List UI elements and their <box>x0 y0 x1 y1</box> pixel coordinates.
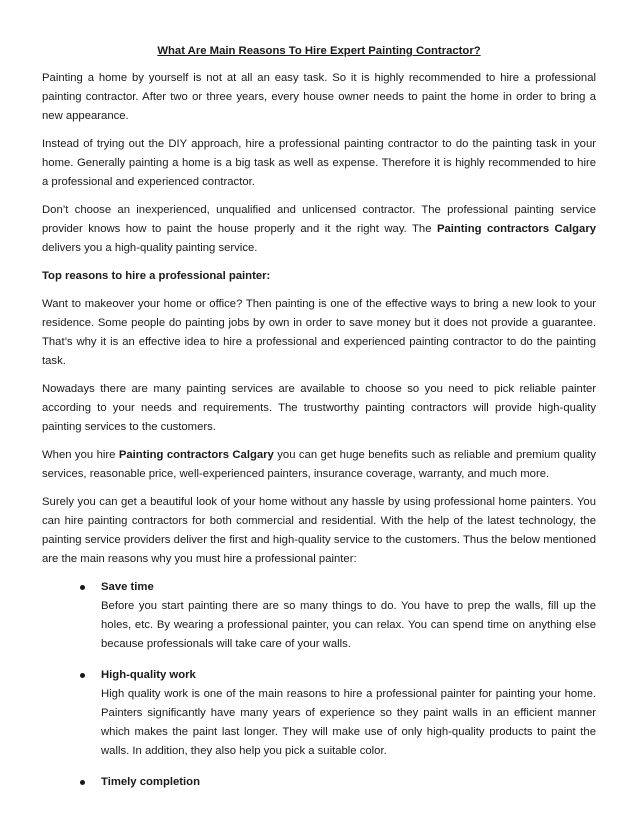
list-item <box>42 666 596 761</box>
bold-keyword: Painting contractors Calgary <box>118 449 274 461</box>
section-heading: Top reasons to hire a professional painter: <box>42 270 271 282</box>
paragraph-text: When you hire <box>42 449 119 461</box>
bullet-icon <box>80 585 85 590</box>
paragraph-intro: Painting a home by yourself is not at all an easy task. So it is highly recommended to hire a professional painting contractor. After two or three years, every house owner needs to paint the home in order to bring a new appearance. <box>42 72 596 122</box>
paragraph-benefits <box>42 446 596 484</box>
reason-title: High-quality work <box>101 669 196 681</box>
reason-body: High quality work is one of the main reasons to hire a professional painter for painting your home. Painters significantly have many years of experience so they paint walls in an efficient manner which makes the paint last longer. They will make use of only high-quality products to paint the walls. In addition, they also help you pick a suitable color. <box>101 688 596 757</box>
list-item <box>42 773 596 792</box>
paragraph-services: Nowadays there are many painting services are available to choose so you need to pick reliable painter according to your needs and requirements. The trustworthy painting contractors will provide high-quality painting services to the customers. <box>42 383 596 433</box>
reason-title: Timely completion <box>101 776 200 788</box>
paragraph-text: Don’t choose an inexperienced, unqualified and unlicensed contractor. The professional painting service provider knows how to paint the house properly and it the right way. The <box>42 204 596 235</box>
bold-keyword: Painting contractors Calgary <box>436 223 596 235</box>
reason-body: Before you start painting there are so many things to do. You have to prep the walls, fill up the holes, etc. By wearing a professional painter, you can relax. You can spend time on anything else because professionals will take care of your walls. <box>101 600 596 650</box>
reasons-list <box>42 578 596 792</box>
paragraph-text: you can get huge benefits such as reliable and premium quality services, reasonable price, well-experienced painters, insurance coverage, warranty, and much more. <box>42 449 596 480</box>
paragraph-text: delivers you a high-quality painting service. <box>42 242 258 254</box>
paragraph-diy: Instead of trying out the DIY approach, hire a professional painting contractor to do the painting task in your home. Generally painting a home is a big task as well as expense. Therefore it is highly recommended to hire a professional and experienced contractor. <box>42 138 596 188</box>
paragraph-contractor <box>42 201 596 258</box>
paragraph-makeover: Want to makeover your home or office? Then painting is one of the effective ways to bring a new look to your residence. Some people do painting jobs by own in order to save money but it does not provide a guarantee. That’s why it is an effective idea to hire a professional and experienced painting contractor to do the painting task. <box>42 298 596 367</box>
document-title: What Are Main Reasons To Hire Expert Painting Contractor? <box>157 45 481 57</box>
bullet-icon <box>80 673 85 678</box>
reason-title: Save time <box>101 581 154 593</box>
paragraph-reasons-intro: Surely you can get a beautiful look of your home without any hassle by using professional home painters. You can hire painting contractors for both commercial and residential. With the help of the latest technology, the painting service providers deliver the first and high-quality service to the customers. Thus the below mentioned are the main reasons why you must hire a professional painter: <box>42 496 596 565</box>
bullet-icon <box>80 780 85 785</box>
list-item <box>42 578 596 654</box>
